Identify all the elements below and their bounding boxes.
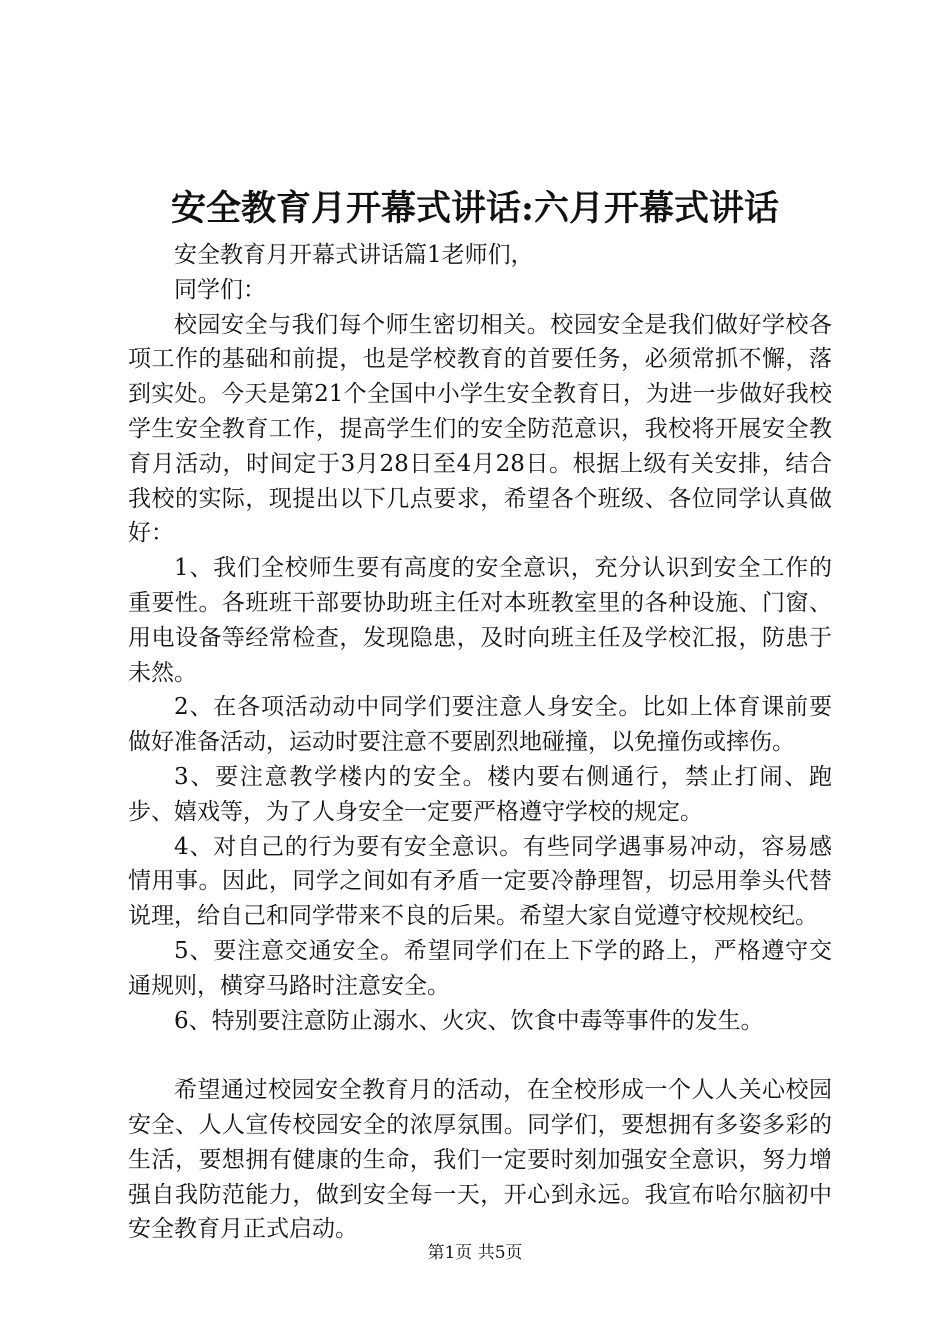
closing-paragraph: 希望通过校园安全教育月的活动，在全校形成一个人人关心校园安全、人人宣传校园安全的浓厚氛围。同学们，要想拥有多姿多彩的生活，要想拥有健康的生命，我们一定要时刻加强安全意识，努力增强自我防范能力，做到安全每一天，开心到永远。我宣布哈尔脑初中安全教育月正式启动。 — [128, 1077, 832, 1243]
intro-paragraph: 校园安全与我们每个师生密切相关。校园安全是我们做好学校各项工作的基础和前提，也是学校教育的首要任务，必须常抓不懈，落到实处。今天是第21个全国中小学生安全教育日，为进一步做好我校学生安全教育工作，提高学生们的安全防范意识，我校将开展安全教育月活动，时间定于3月28日至4月28日。根据上级有关安排，结合我校的实际，现提出以下几点要求，希望各个班级、各位同学认真做好： — [128, 311, 832, 547]
paragraph-spacer — [128, 1038, 832, 1073]
requirement-item: 4、对自己的行为要有安全意识。有些同学遇事易冲动，容易感情用事。因此，同学之间如有矛盾一定要冷静理智，切忌用拳头代替说理，给自己和同学带来不良的后果。希望大家自觉遵守校规校纪。 — [128, 833, 832, 930]
requirement-item: 5、要注意交通安全。希望同学们在上下学的路上，严格遵守交通规则，横穿马路时注意安全。 — [128, 937, 832, 999]
requirement-item: 2、在各项活动动中同学们要注意人身安全。比如上体育课前要做好准备活动，运动时要注意不要剧烈地碰撞，以免撞伤或摔伤。 — [128, 694, 832, 756]
document-body — [128, 238, 832, 1247]
salutation-line: 安全教育月开幕式讲话篇1老师们， — [174, 242, 534, 268]
salutation-line: 同学们： — [174, 276, 266, 303]
requirement-item: 3、要注意教学楼内的安全。楼内要右侧通行，禁止打闹、跑步、嬉戏等，为了人身安全一定要严格遵守学校的规定。 — [128, 763, 832, 825]
requirement-item: 6、特别要注意防止溺水、火灾、饮食中毒等事件的发生。 — [174, 1007, 764, 1034]
document-title: 安全教育月开幕式讲话:六月开幕式讲话 — [171, 188, 779, 229]
requirement-item: 1、我们全校师生要有高度的安全意识，充分认识到安全工作的重要性。各班班干部要协助班主任对本班教室里的各种设施、门窗、用电设备等经常检查，发现隐患，及时向班主任及学校汇报，防患于未然。 — [128, 555, 832, 686]
page-number-footer: 第1页 共5页 — [427, 1243, 523, 1263]
